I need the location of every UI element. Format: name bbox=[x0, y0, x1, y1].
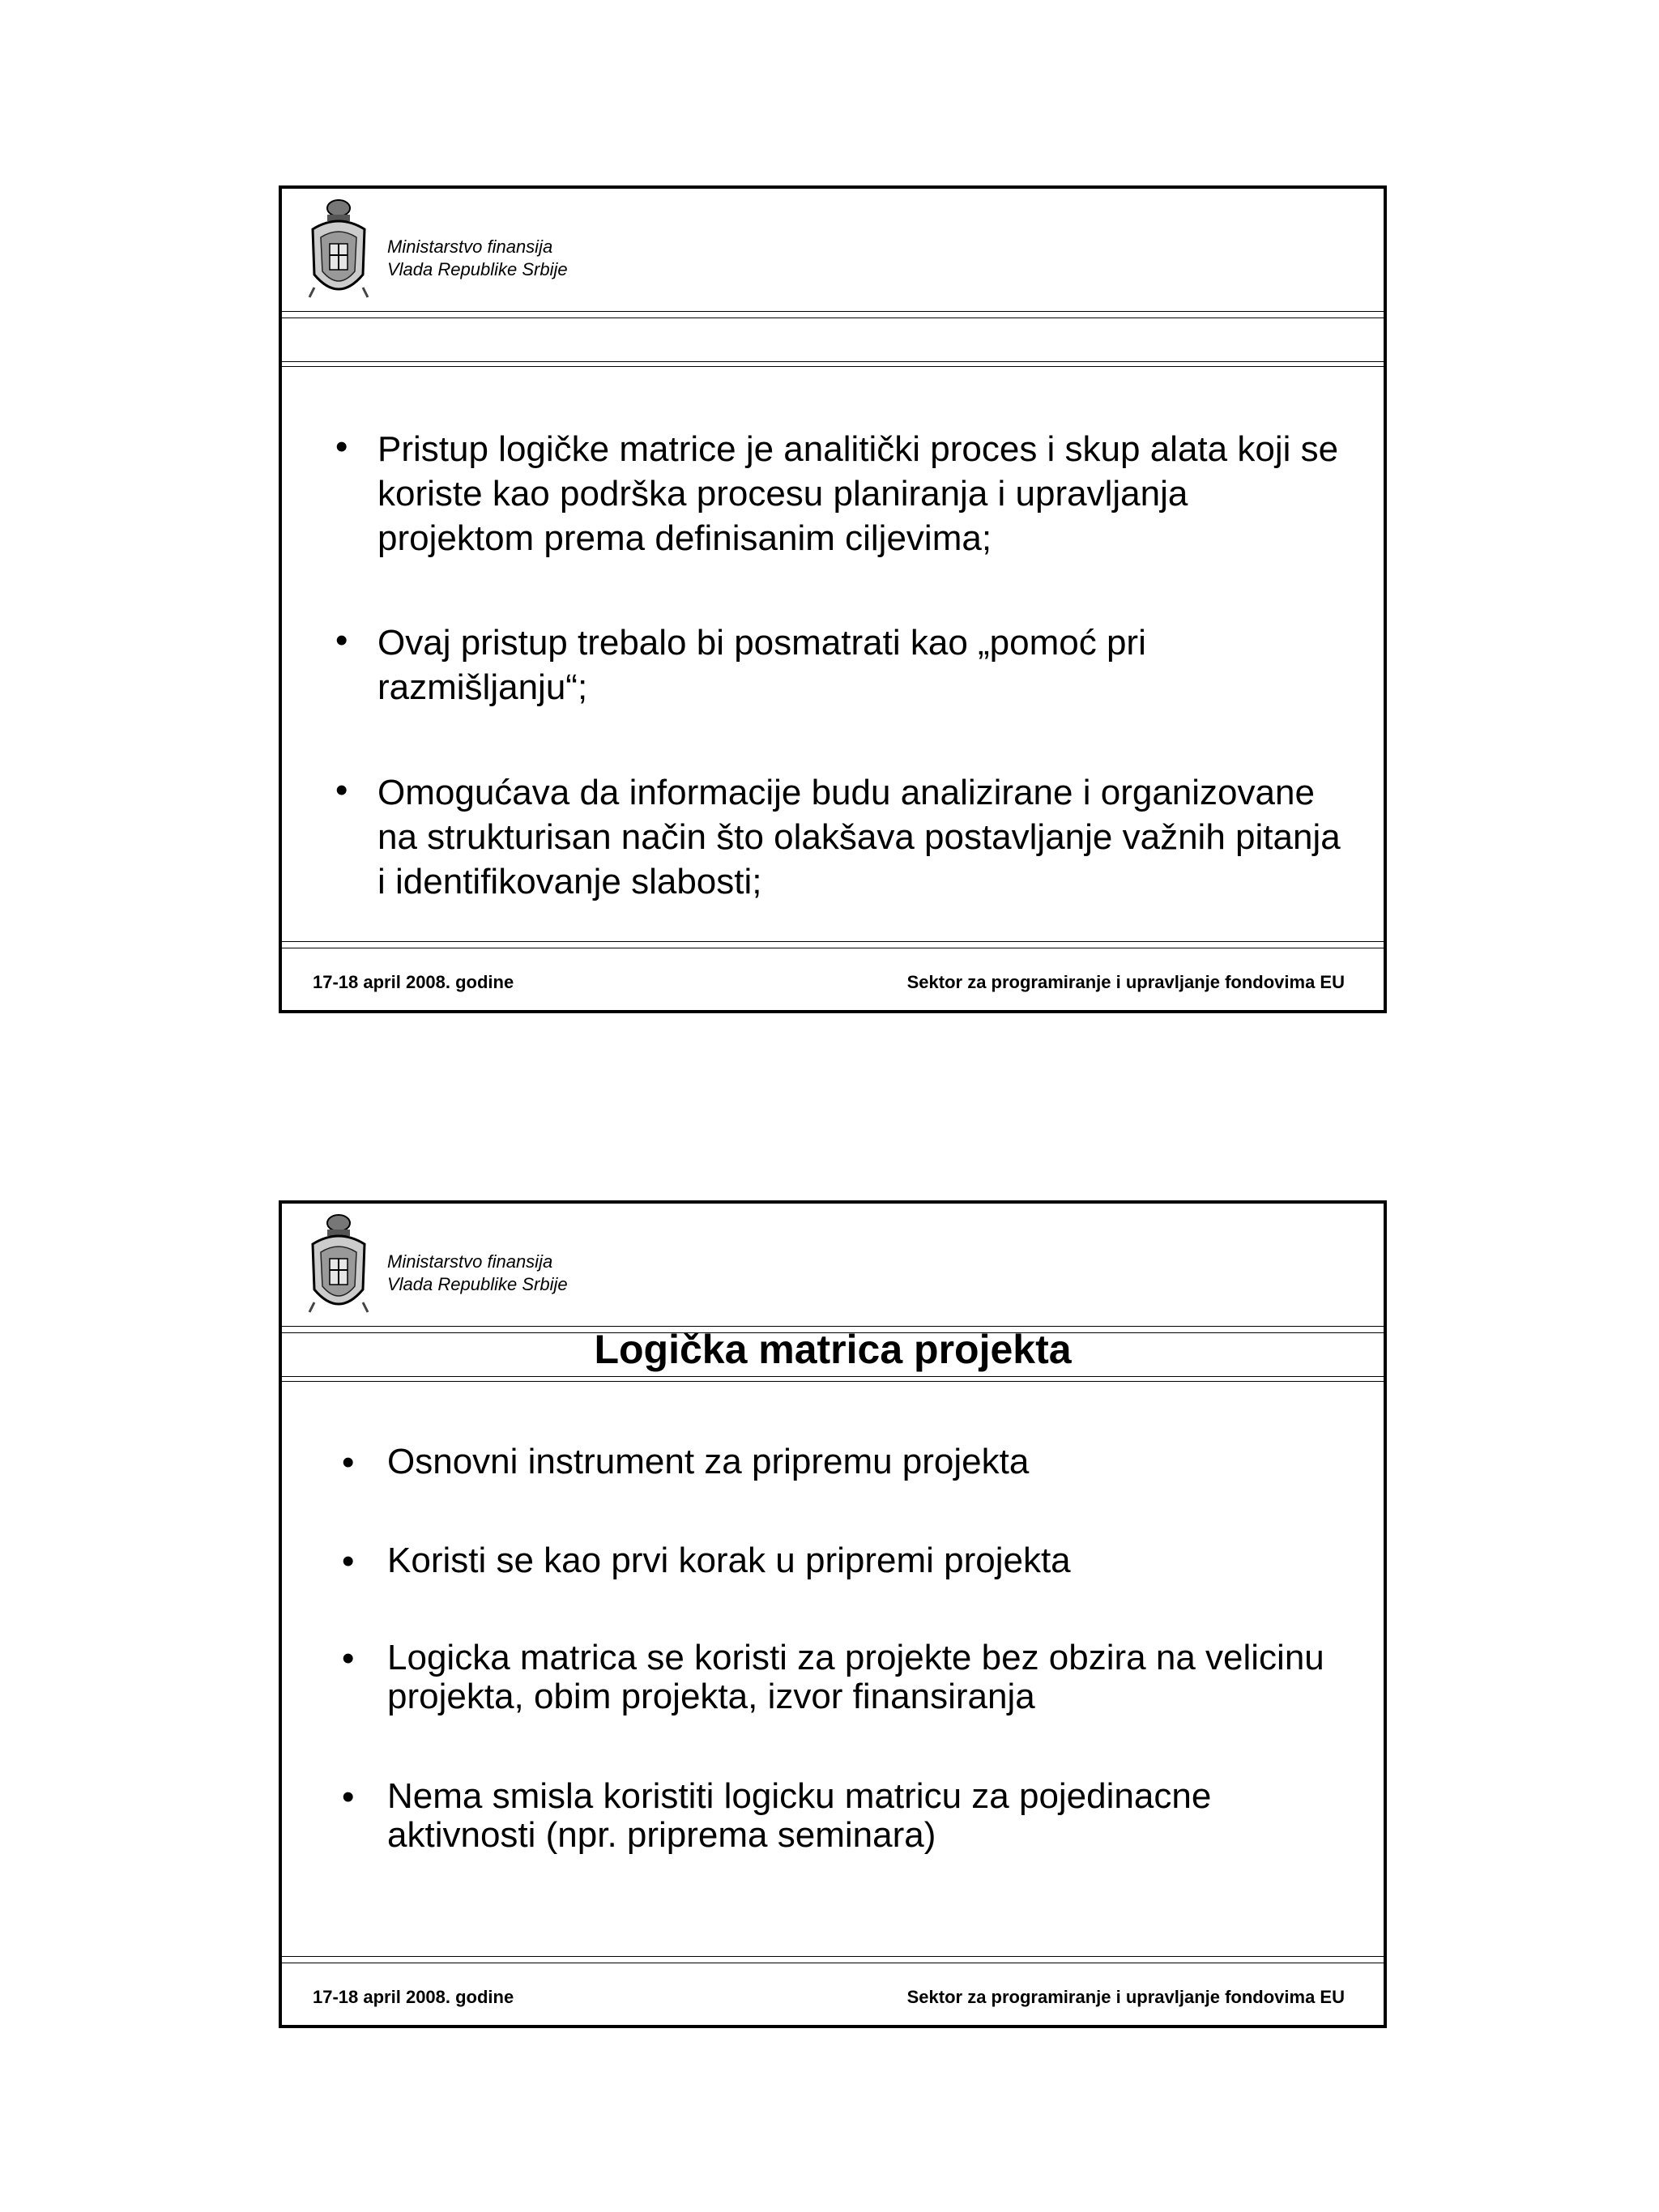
bullet-text: Osnovni instrument za pripremu projekta bbox=[387, 1442, 1030, 1481]
bullet-text: Nema smisla koristiti logicku matricu za pojedinacne aktivnosti (npr. priprema seminara) bbox=[387, 1776, 1212, 1855]
bullet-marker: • bbox=[335, 620, 348, 660]
footer-date: 17-18 april 2008. godine bbox=[313, 1987, 514, 2007]
title-divider bbox=[282, 366, 1384, 367]
footer-date: 17-18 april 2008. godine bbox=[313, 972, 514, 992]
organization-name bbox=[387, 1251, 568, 1296]
title-divider bbox=[282, 361, 1384, 362]
footer-sector: Sektor za programiranje i upravljanje fondovima EU bbox=[906, 1987, 1345, 2007]
footer-divider bbox=[282, 941, 1384, 942]
bullet-text: Omogućava da informacije budu analizirane i organizovane na strukturisan način što olakšava postavljanje važnih pitanja i identifikovanje slabosti; bbox=[377, 773, 1341, 901]
footer-sector: Sektor za programiranje i upravljanje fondovima EU bbox=[906, 972, 1345, 992]
slide-2 bbox=[279, 1200, 1387, 2028]
organization-name bbox=[387, 236, 568, 281]
bullet-marker: • bbox=[342, 1777, 355, 1817]
footer-divider bbox=[282, 1956, 1384, 1957]
bullet-marker: • bbox=[335, 770, 348, 810]
bullet-text: Koristi se kao prvi korak u pripremi projekta bbox=[387, 1541, 1071, 1580]
bullet-marker: • bbox=[342, 1541, 355, 1581]
header-divider bbox=[282, 311, 1384, 312]
government-name: Vlada Republike Srbije bbox=[387, 259, 568, 279]
bullet-marker: • bbox=[342, 1639, 355, 1678]
title-divider bbox=[282, 1381, 1384, 1382]
serbian-coat-of-arms-icon bbox=[308, 197, 369, 305]
bullet-marker: • bbox=[335, 427, 348, 467]
bullet-text: Ovaj pristup trebalo bi posmatrati kao „pomoć pri razmišljanju“; bbox=[377, 623, 1146, 707]
ministry-name: Ministarstvo finansija bbox=[387, 237, 553, 257]
title-divider bbox=[282, 1376, 1384, 1377]
slide-header bbox=[282, 1204, 1384, 1325]
government-name: Vlada Republike Srbije bbox=[387, 1274, 568, 1294]
slide-title: Logička matrica projekta bbox=[594, 1327, 1072, 1372]
serbian-coat-of-arms-icon bbox=[308, 1212, 369, 1320]
bullet-text: Pristup logičke matrice je analitički proces i skup alata koji se koriste kao podrška procesu planiranja i upravljanja projektom prema definisanim ciljevima; bbox=[377, 429, 1339, 558]
bullet-text: Logicka matrica se koristi za projekte bez obzira na velicinu projekta, obim projekta, izvor finansiranja bbox=[387, 1638, 1324, 1716]
slide-header bbox=[282, 189, 1384, 310]
slide-1 bbox=[279, 185, 1387, 1013]
ministry-name: Ministarstvo finansija bbox=[387, 1251, 553, 1272]
bullet-marker: • bbox=[342, 1443, 355, 1482]
